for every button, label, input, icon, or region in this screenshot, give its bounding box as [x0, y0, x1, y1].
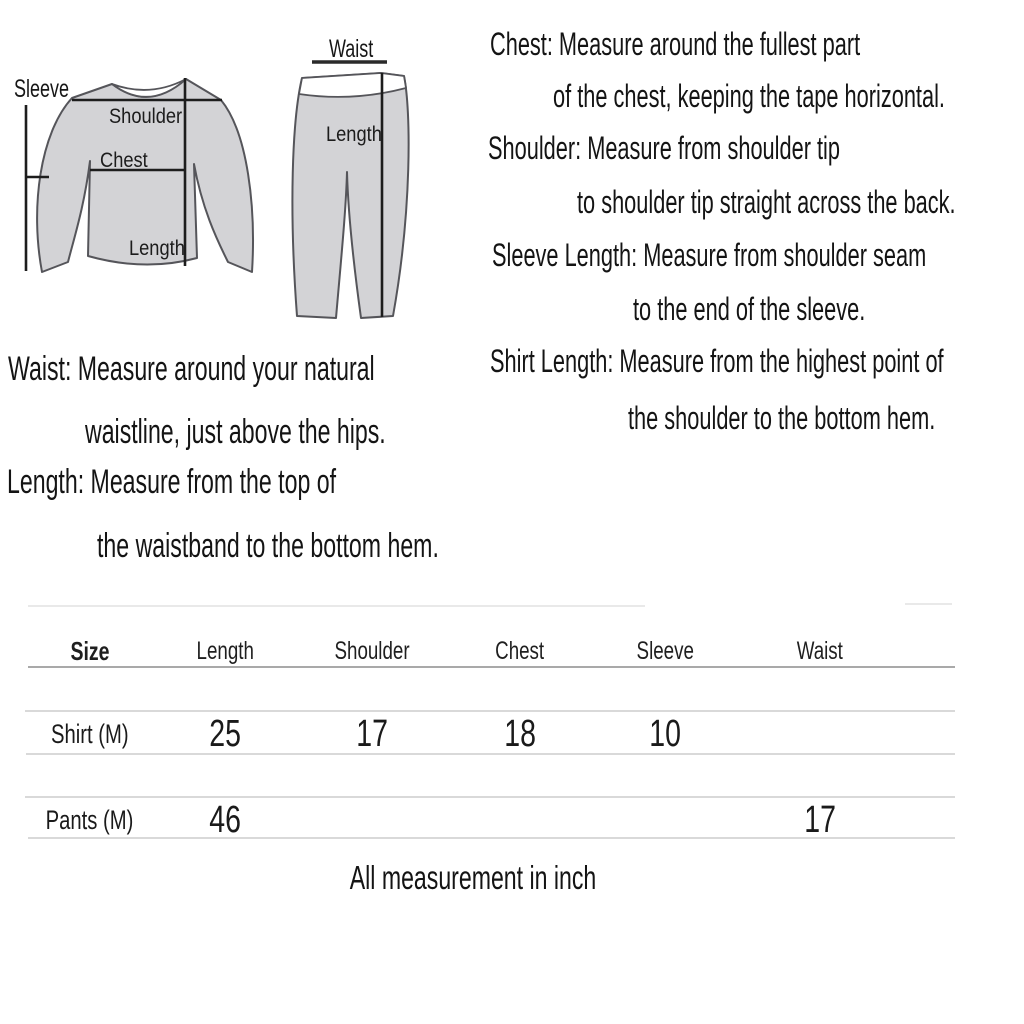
- table-rule-4: [25, 796, 955, 798]
- pants-diagram: [285, 30, 475, 330]
- shirt-length-value: 25: [209, 713, 241, 755]
- shirt-chest-label: Chest: [100, 148, 148, 173]
- instruction-shirt-length-2: the shoulder to the bottom hem.: [628, 400, 936, 436]
- shirt-shoulder-label: Shoulder: [109, 104, 183, 129]
- pants-length-label: Length: [326, 122, 382, 147]
- shirt-waist-value: [740, 713, 900, 756]
- instruction-waist-1: Waist: Measure around your natural: [8, 350, 375, 388]
- header-shoulder: Shoulder: [334, 636, 411, 665]
- instruction-shoulder-2: to shoulder tip straight across the back.: [577, 184, 956, 220]
- shirt-row-label: Shirt (M): [51, 719, 129, 749]
- header-length: Length: [196, 636, 254, 665]
- shirt-diagram: [0, 58, 280, 308]
- instruction-sleeve-2: to the end of the sleeve.: [633, 291, 866, 327]
- header-waist: Waist: [796, 636, 844, 665]
- header-chest: Chest: [495, 636, 545, 665]
- instruction-chest-2: of the chest, keeping the tape horizontal.: [553, 78, 945, 114]
- pants-chest-value: [450, 799, 590, 842]
- table-row-shirt: [25, 713, 900, 753]
- pants-waist-label: Waist: [329, 34, 374, 63]
- shirt-chest-value: 18: [504, 713, 536, 755]
- shirt-length-label: Length: [129, 236, 185, 261]
- instruction-waist-2: waistline, just above the hips.: [85, 413, 386, 451]
- instruction-length-2: the waistband to the bottom hem.: [97, 527, 439, 565]
- shirt-sleeve-label: Sleeve: [14, 74, 70, 103]
- pants-sleeve-value: [590, 799, 740, 842]
- pants-waist-value: 17: [804, 799, 836, 841]
- table-rule-2: [25, 710, 955, 712]
- table-top-rule-right: [905, 603, 952, 605]
- instruction-sleeve-1: Sleeve Length: Measure from shoulder seam: [492, 237, 927, 273]
- instruction-chest-1: Chest: Measure around the fullest part: [490, 26, 861, 62]
- pants-length-value: 46: [209, 799, 241, 841]
- instruction-length-1: Length: Measure from the top of: [7, 463, 337, 501]
- pants-row-label: Pants (M): [46, 805, 134, 835]
- shirt-shoulder-value: 17: [356, 713, 389, 755]
- instruction-shirt-length-1: Shirt Length: Measure from the highest point of: [490, 343, 944, 379]
- unit-note: All measurement in inch: [349, 859, 597, 896]
- table-top-rule-left: [28, 605, 645, 607]
- shirt-sleeve-value: 10: [649, 713, 681, 755]
- table-header-row: [25, 630, 900, 672]
- header-size: Size: [70, 635, 110, 666]
- pants-shoulder-value: [295, 799, 450, 842]
- table-row-pants: [25, 799, 900, 841]
- instruction-shoulder-1: Shoulder: Measure from shoulder tip: [488, 130, 840, 166]
- header-sleeve: Sleeve: [636, 636, 694, 665]
- pants-body-shape: [292, 73, 408, 318]
